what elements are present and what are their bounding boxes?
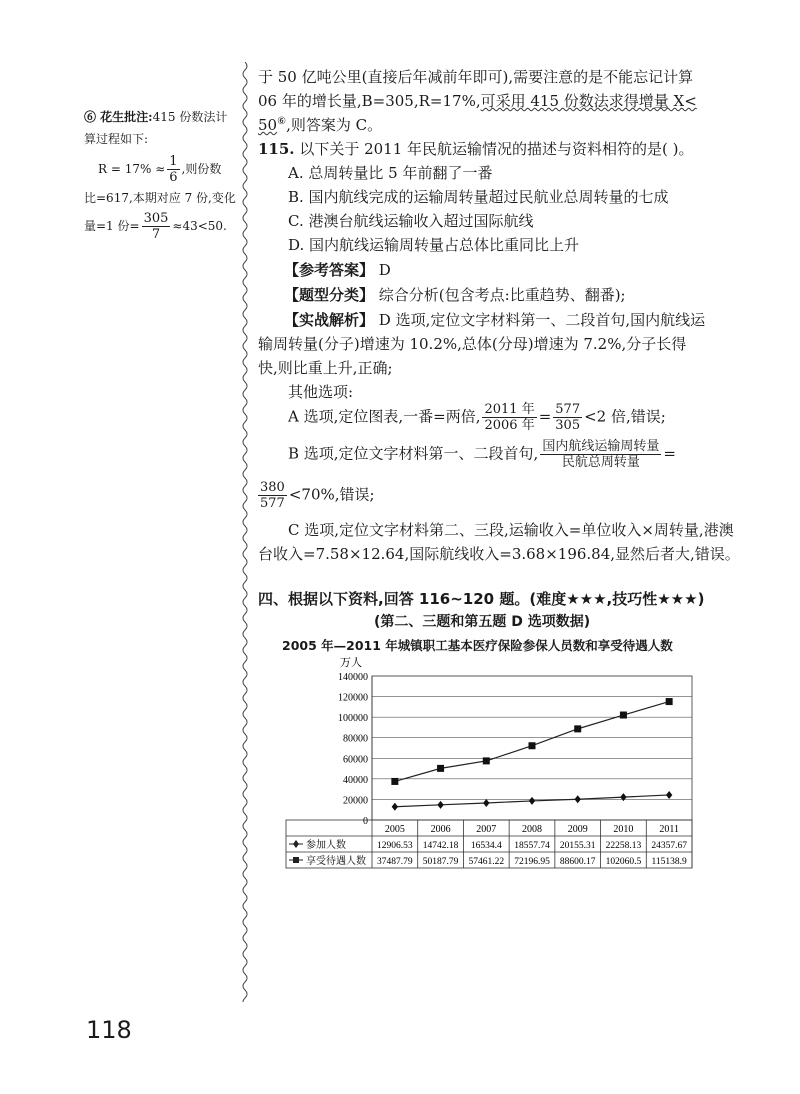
data-point-square bbox=[483, 757, 490, 764]
legend-entry: 享受待遇人数 bbox=[306, 856, 366, 867]
y-tick-label: 20000 bbox=[343, 795, 368, 807]
analysis-line-3: 快,则比重上升,正确; bbox=[258, 359, 393, 377]
data-label: 20155.31 bbox=[559, 841, 596, 851]
data-point-diamond bbox=[666, 791, 672, 799]
option-b-analysis-2: $\frac{380}{577}$ <70%,错误; bbox=[260, 480, 375, 511]
data-point-square bbox=[391, 778, 398, 785]
data-point-diamond bbox=[437, 801, 443, 809]
data-label: 37487.79 bbox=[377, 857, 413, 867]
option-b: B. 国内航线完成的运输周转量超过民航业总周转量的七成 bbox=[288, 188, 669, 206]
note-line-2: 算过程如下: bbox=[84, 132, 149, 146]
text-line-1: 于 50 亿吨公里(直接后年减前年即可),需要注意的是不能忘记计算 bbox=[258, 68, 694, 86]
y-axis-unit: 万人 bbox=[340, 657, 362, 669]
note-line-4: 比=617,本期对应 7 份,变化 bbox=[84, 191, 236, 205]
text-line-2: 06 年的增长量,B=305,R=17%,可采用 415 份数法求得增量 X< bbox=[258, 92, 697, 110]
note-fraction-2: $\frac{305}{7}$ bbox=[143, 211, 169, 242]
data-point-square bbox=[574, 725, 581, 732]
option-b-analysis: B 选项,定位文字材料第一、二段首句, $\frac{\text{国内航线运输周转量}}{\text{民航总周转量}}$ = bbox=[288, 439, 676, 470]
x-tick-label: 2006 bbox=[430, 824, 451, 835]
legend-entry: 参加人数 bbox=[306, 840, 346, 851]
data-point-square bbox=[620, 712, 627, 719]
y-tick-label: 60000 bbox=[343, 754, 368, 766]
data-label: 22258.13 bbox=[605, 841, 642, 851]
page-number: 118 bbox=[86, 1016, 132, 1044]
data-label: 88600.17 bbox=[559, 857, 596, 867]
data-point-diamond bbox=[529, 797, 535, 805]
sidebar-note bbox=[84, 106, 244, 242]
option-c: C. 港澳台航线运输收入超过国际航线 bbox=[288, 212, 534, 230]
analysis-line-1: 【实战解析】 D 选项,定位文字材料第一、二段首句,国内航线运 bbox=[284, 311, 706, 329]
option-a-analysis: A 选项,定位图表,一番=两倍, $\frac{\text{2011 年}}{\text{2006 年}}$ = $\frac{577}{305}$ <2 倍,错误; bbox=[288, 402, 666, 433]
x-tick-label: 2009 bbox=[567, 824, 588, 835]
x-tick-label: 2008 bbox=[522, 824, 542, 835]
line-chart bbox=[280, 652, 700, 874]
wavy-divider bbox=[240, 62, 250, 1002]
note-label: ⑥ 花生批注: bbox=[84, 110, 153, 124]
data-label: 72196.95 bbox=[514, 857, 550, 867]
data-point-diamond bbox=[483, 799, 489, 807]
option-c-analysis-2: 台收入=7.58×12.64,国际航线收入=3.68×196.84,显然后者大,错误。 bbox=[258, 545, 740, 563]
type-line: 【题型分类】 综合分析(包含考点:比重趋势、翻番); bbox=[284, 286, 626, 304]
data-label: 14742.18 bbox=[422, 841, 459, 851]
y-tick-label: 140000 bbox=[338, 672, 368, 683]
answer-line: 【参考答案】 D bbox=[284, 261, 391, 279]
analysis-line-2: 输周转量(分子)增速为 10.2%,总体(分母)增速为 7.2%,分子长得 bbox=[258, 335, 687, 353]
x-tick-label: 2011 bbox=[659, 824, 679, 835]
data-label: 18557.74 bbox=[514, 841, 550, 851]
text-line-3: 50⑥,则答案为 C。 bbox=[258, 116, 383, 134]
data-point-square bbox=[437, 765, 444, 772]
y-tick-label: 120000 bbox=[338, 692, 368, 704]
x-tick-label: 2007 bbox=[476, 824, 497, 835]
y-tick-label: 100000 bbox=[338, 713, 368, 725]
chart-title: 2005 年—2011 年城镇职工基本医疗保险参保人员数和享受待遇人数 bbox=[282, 638, 673, 653]
note-line-1: 415 份数法计 bbox=[152, 110, 228, 124]
y-tick-label: 80000 bbox=[343, 733, 368, 745]
others-label: 其他选项: bbox=[288, 383, 354, 401]
note-formula-prefix: R = 17% ≈ bbox=[98, 162, 166, 176]
series-line-1 bbox=[395, 702, 669, 782]
legend-marker-diamond bbox=[293, 840, 299, 848]
data-point-square bbox=[529, 742, 536, 749]
option-a: A. 总周转量比 5 年前翻了一番 bbox=[288, 164, 493, 182]
note-formula-suffix: ,则份数 bbox=[181, 162, 222, 176]
note-line5-prefix: 量=1 份= bbox=[84, 219, 140, 233]
x-tick-label: 2005 bbox=[384, 824, 405, 835]
data-label: 115138.9 bbox=[651, 857, 687, 867]
data-label: 102060.5 bbox=[605, 857, 642, 867]
y-tick-label: 0 bbox=[363, 816, 368, 827]
data-label: 16534.4 bbox=[470, 841, 502, 851]
data-label: 50187.79 bbox=[422, 857, 459, 867]
data-label: 24357.67 bbox=[651, 841, 687, 851]
question-115: 115. 以下关于 2011 年民航运输情况的描述与资料相符的是( )。 bbox=[258, 140, 694, 158]
note-line5-suffix: ≈43<50. bbox=[172, 219, 227, 233]
data-point-square bbox=[666, 698, 673, 705]
data-point-diamond bbox=[620, 793, 626, 801]
x-tick-label: 2010 bbox=[613, 824, 634, 835]
y-tick-label: 40000 bbox=[343, 774, 368, 786]
section-title: 四、根据以下资料,回答 116~120 题。(难度★★★,技巧性★★★) bbox=[258, 590, 705, 608]
data-point-diamond bbox=[575, 795, 581, 803]
option-c-analysis-1: C 选项,定位文字材料第二、三段,运输收入=单位收入×周转量,港澳 bbox=[288, 521, 734, 539]
data-point-diamond bbox=[392, 803, 398, 811]
data-label: 12906.53 bbox=[377, 841, 413, 851]
option-d: D. 国内航线运输周转量占总体比重同比上升 bbox=[288, 236, 580, 254]
legend-marker-square bbox=[293, 857, 299, 863]
section-subtitle: (第二、三题和第五题 D 选项数据) bbox=[374, 614, 591, 630]
note-fraction: $\frac{1}{6}$ bbox=[169, 154, 178, 185]
data-label: 57461.22 bbox=[468, 857, 505, 867]
